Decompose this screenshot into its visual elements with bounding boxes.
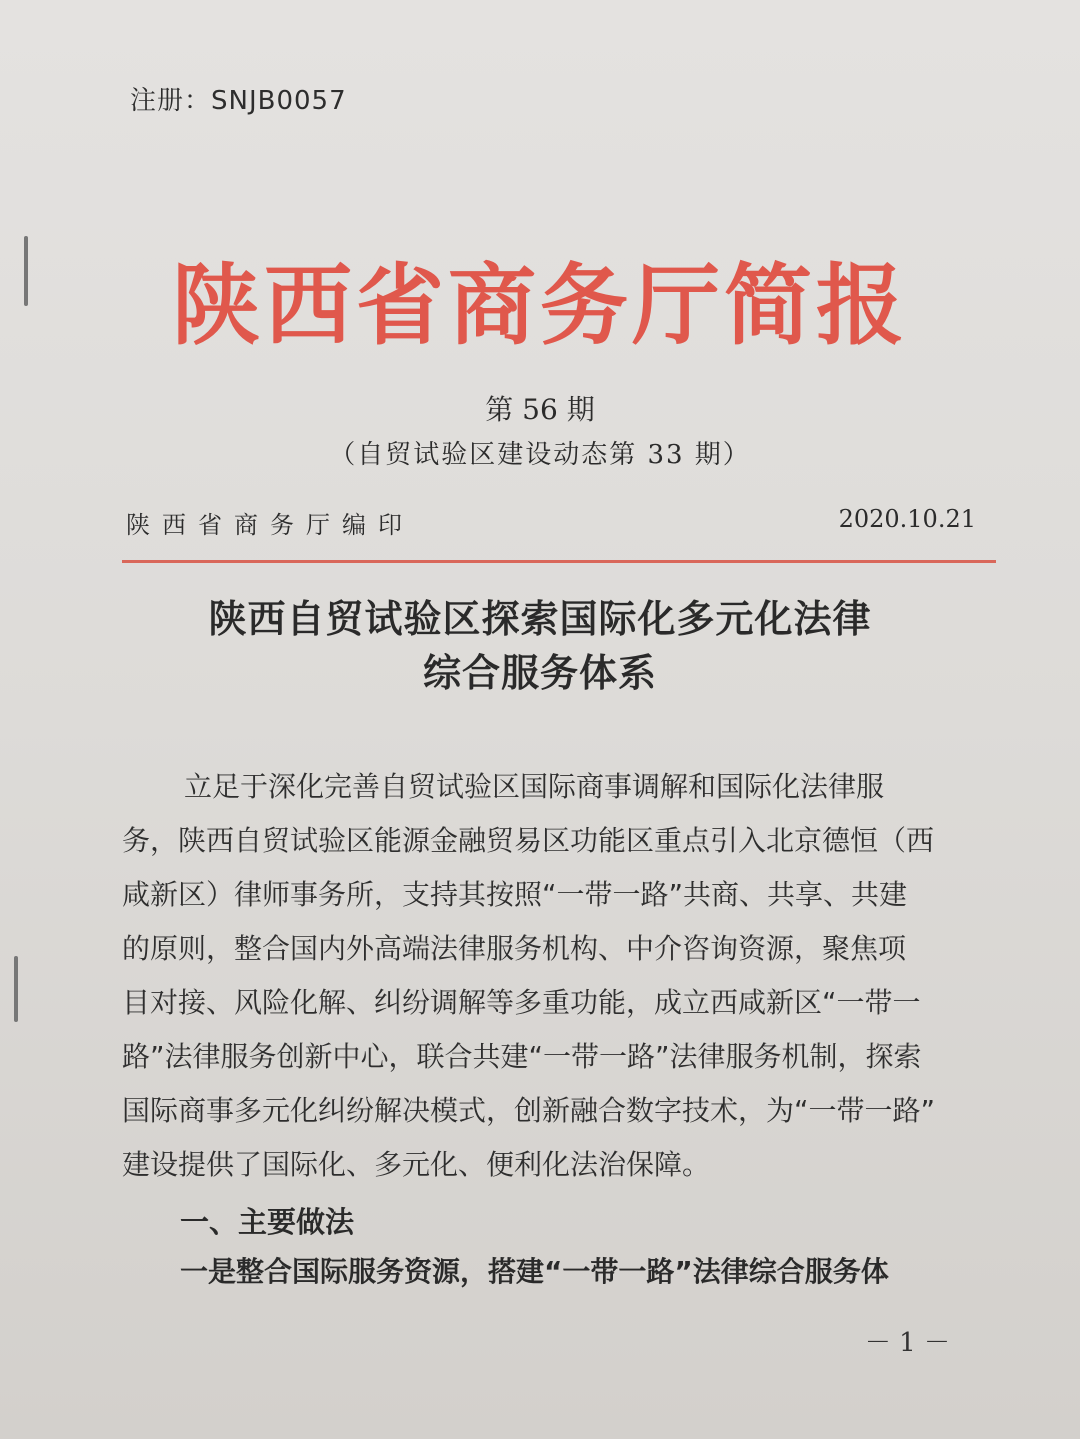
red-divider xyxy=(122,560,996,563)
body-line: 务，陕西自贸试验区能源金融贸易区功能区重点引入北京德恒（西 xyxy=(122,824,935,857)
issue-number: 第 56 期 xyxy=(485,393,595,426)
article-title-line: 综合服务体系 xyxy=(422,650,657,695)
body-line: 咸新区）律师事务所，支持其按照“一带一路”共商、共享、共建 xyxy=(122,878,908,911)
bold-paragraph-start: 一是整合国际服务资源，搭建“一带一路”法律综合服务体 xyxy=(180,1255,889,1288)
registration-number: 注册：SNJB0057 xyxy=(130,86,347,116)
staple xyxy=(14,956,18,1022)
body-line: 路”法律服务创新中心，联合共建“一带一路”法律服务机制，探索 xyxy=(122,1040,922,1073)
masthead-title: 陕西省商务厅简报 xyxy=(171,254,908,357)
body-line: 国际商事多元化纠纷解决模式，创新融合数字技术，为“一带一路” xyxy=(122,1094,936,1127)
publish-date: 2020.10.21 xyxy=(838,505,976,533)
sub-issue-number: （自贸试验区建设动态第 33 期） xyxy=(329,440,751,470)
section-heading: 一、主要做法 xyxy=(180,1205,355,1239)
article-body xyxy=(122,760,982,1192)
body-line: 立足于深化完善自贸试验区国际商事调解和国际化法律服 xyxy=(184,770,885,803)
body-line: 建设提供了国际化、多元化、便利化法治保障。 xyxy=(122,1148,711,1181)
body-line: 目对接、风险化解、纠纷调解等多重功能，成立西咸新区“一带一 xyxy=(122,986,921,1019)
publisher: 陕西省商务厅编印 xyxy=(126,511,414,539)
article-title-line: 陕西自贸试验区探索国际化多元化法律 xyxy=(208,596,872,641)
body-line: 的原则，整合国内外高端法律服务机构、中介咨询资源，聚焦项 xyxy=(122,932,907,965)
page-number: － 1 － xyxy=(864,1328,950,1358)
article-title xyxy=(0,592,1080,700)
